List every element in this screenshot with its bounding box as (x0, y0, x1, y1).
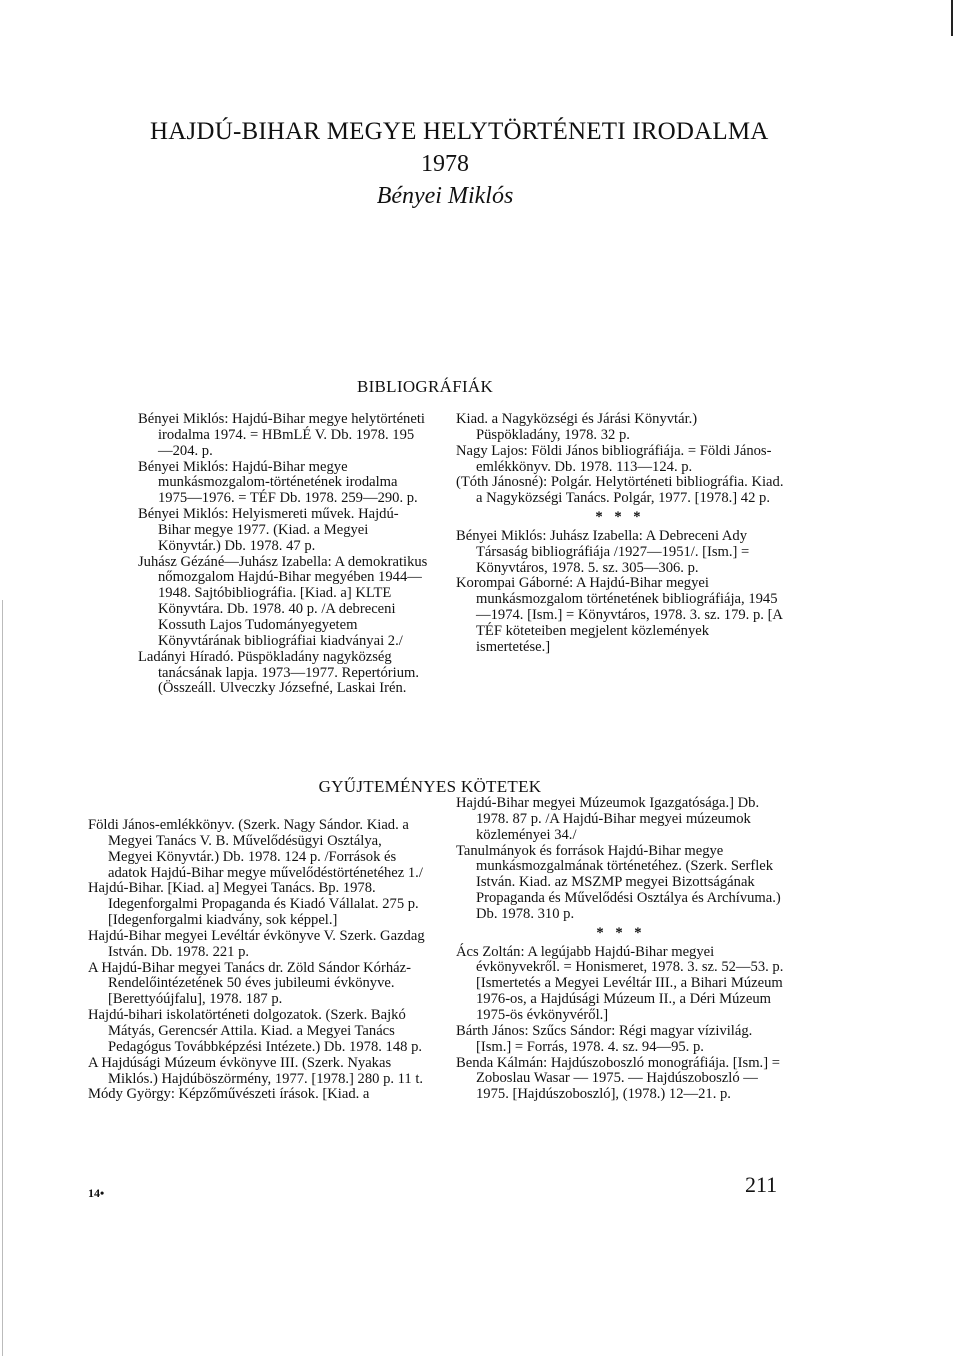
section-divider-stars: * * * (595, 509, 645, 526)
bibliography-left-column (138, 412, 428, 697)
entry: Tanulmányok és források Hajdú-Bihar megye munkásmozgalmának történetéhez. (Szerk. Serflek István. Kiad. az MSZMP megyei Bizottságának Propaganda és Művelődési Osztálya és Archívuma.) Db. 1978. 310 p. (456, 842, 781, 922)
title-year: 1978 (421, 151, 469, 177)
collections-left-column (88, 818, 428, 1103)
entry: Ladányi Híradó. Püspökladány nagyközség tanácsának lapja. 1973—1977. Repertórium. (Összeáll. Ulveczky Józsefné, Laskai Irén. (138, 648, 419, 697)
entry: Bényei Miklós: Juhász Izabella: A Debreceni Ady Társaság bibliográfiája /1927—1951/. [Ism.] = Könyvtáros, 1978. 5. sz. 305—306. p. (456, 527, 750, 576)
entry: Benda Kálmán: Hajdúszoboszló monográfiája. [Ism.] = Zoboslau Wasar — 1975. — Hajdúszoboszló — 1975. [Hajdúszoboszló], (1978.) 12—21. p. (456, 1054, 780, 1103)
bibliography-right-column (456, 412, 784, 656)
entry: Hajdú-Bihar. [Kiad. a] Megyei Tanács. Bp. 1978. Idegenforgalmi Propaganda és Kiadó Vállalat. 275 p. [Idegenforgalmi kiadvány, sok képpel.] (88, 880, 419, 929)
scan-edge-line (2, 600, 3, 1356)
entry: Módy György: Képzőművészeti írások. [Kiad. a (88, 1086, 370, 1103)
scan-edge-mark (951, 0, 953, 36)
entry: Nagy Lajos: Földi János bibliográfiája. = Földi János-emlékkönyv. Db. 1978. 113—124. p. (456, 442, 772, 475)
entry: Hajdú-Bihar megyei Levéltár évkönyve V. Szerk. Gazdag István. Db. 1978. 221 p. (88, 927, 425, 960)
title-author: Bényei Miklós (376, 183, 514, 209)
entry: Bényei Miklós: Hajdú-Bihar megye munkásmozgalom-történetének irodalma 1975—1976. = TÉF Db. 1978. 259—290. p. (138, 458, 418, 507)
entry: Bényei Miklós: Helyismereti művek. Hajdú-Bihar megye 1977. (Kiad. a Megyei Könyvtár.) Db. 1978. 47 p. (138, 506, 399, 554)
entry: Hajdú-bihari iskolatörténeti dolgozatok. (Szerk. Bajkó Mátyás, Gerencsér Attila. Kiad. a Megyei Tanács Pedagógus Továbbképzési Intézete.) Db. 1978. 148 p. (88, 1007, 423, 1055)
entry: Hajdú-Bihar megyei Múzeumok Igazgatósága.] Db. 1978. 87 p. /A Hajdú-Bihar megyei múzeumok közleményei 34./ (456, 795, 760, 843)
entry: Bényei Miklós: Hajdú-Bihar megye helytörténeti irodalma 1974. = HBmLÉ V. Db. 1978. 195—204. p. (138, 411, 425, 459)
entry: Földi János-emlékkönyv. (Szerk. Nagy Sándor. Kiad. a Megyei Tanács V. B. Művelődésügyi Osztálya, Megyei Könyvtár.) Db. 1978. 124 p. /Források és adatok Hajdú-Bihar megye művelődéstörténetéhez 1./ (88, 817, 423, 881)
page-title: HAJDÚ-BIHAR MEGYE HELYTÖRTÉNETI IRODALMA (150, 118, 769, 145)
section-heading-collections: GYŰJTEMÉNYES KÖTETEK (318, 777, 542, 796)
page-number: 211 (745, 1172, 778, 1197)
title-block (150, 117, 769, 211)
signature-mark: 14• (88, 1186, 105, 1200)
entry: Kiad. a Nagyközségi és Járási Könyvtár.) Püspökladány, 1978. 32 p. (456, 411, 698, 443)
entry: Juhász Gézáné—Juhász Izabella: A demokratikus nőmozgalom Hajdú-Bihar megyében 1944—1948. Sajtóbibliográfia. [Kiad. a] KLTE Könyvtára. Db. 1978. 40 p. /A debreceni Kossuth Lajos Tudományegyetem Könyvtárának bibliográfiai kiadványai 2./ (138, 553, 428, 649)
entry: A Hajdúsági Múzeum évkönyve III. (Szerk. Nyakas Miklós.) Hajdúböszörmény, 1977. [1978.] 280 p. 11 t. (88, 1054, 424, 1087)
collections-right-column (456, 796, 786, 1103)
entry: Korompai Gáborné: A Hajdú-Bihar megyei munkásmozgalom történetének bibliográfiája, 1945—1974. [Ism.] = Könyvtáros, 1978. 3. sz. 179. p. [A TÉF köteteiben megjelent közlemények ismertetése.] (456, 575, 783, 655)
section-divider-stars: * * * (596, 924, 646, 941)
entry: Bárth János: Szűcs Sándor: Régi magyar vízivilág. [Ism.] = Forrás, 1978. 4. sz. 94—95. p. (456, 1022, 753, 1055)
entry: (Tóth Jánosné): Polgár. Helytörténeti bibliográfia. Kiad. a Nagyközségi Tanács. Polgár, 1977. [1978.] 42 p. (456, 474, 784, 507)
entry: A Hajdú-Bihar megyei Tanács dr. Zöld Sándor Kórház-Rendelőintézetének 50 éves jubileumi évkönyve. [Berettyóújfalu], 1978. 187 p. (88, 959, 411, 1008)
entry: Ács Zoltán: A legújabb Hajdú-Bihar megyei évkönyvekről. = Honismeret, 1978. 3. sz. 52—53. p. [Ismertetés a Megyei Levéltár III., a Bihari Múzeum 1976-os, a Hajdúsági Múzeum II., a Déri Múzeum 1975-ös évkönyvéről.] (456, 943, 784, 1023)
section-heading-bibliographies: BIBLIOGRÁFIÁK (356, 377, 494, 396)
